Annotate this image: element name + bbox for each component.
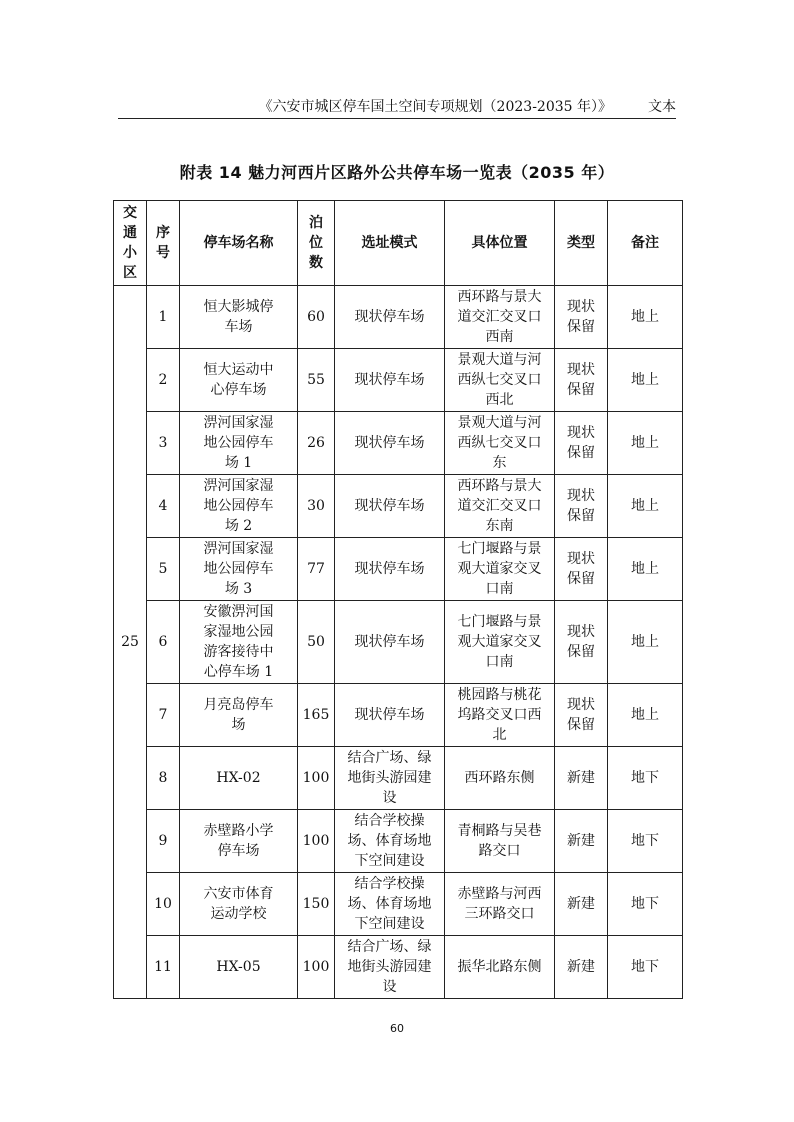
seq-cell: 5 — [147, 538, 180, 601]
parking-lot-table — [113, 200, 683, 999]
name-cell: 六安市体育运动学校 — [180, 873, 298, 936]
table-row — [114, 601, 683, 684]
mode-cell: 现状停车场 — [335, 286, 445, 349]
seq-cell: 7 — [147, 684, 180, 747]
mode-cell: 结合学校操场、体育场地下空间建设 — [335, 810, 445, 873]
zone-cell: 25 — [114, 286, 147, 999]
spaces-cell: 100 — [298, 747, 335, 810]
note-cell: 地上 — [608, 475, 683, 538]
seq-cell: 8 — [147, 747, 180, 810]
name-cell: HX-02 — [180, 747, 298, 810]
column-header-name: 停车场名称 — [180, 201, 298, 286]
seq-cell: 3 — [147, 412, 180, 475]
location-cell: 西环路与景大道交汇交叉口东南 — [445, 475, 555, 538]
mode-cell: 现状停车场 — [335, 412, 445, 475]
location-cell: 青桐路与吴巷路交口 — [445, 810, 555, 873]
column-header-zone: 交通小区 — [114, 201, 147, 286]
note-cell: 地上 — [608, 286, 683, 349]
column-header-spaces: 泊位数 — [298, 201, 335, 286]
name-cell: 月亮岛停车场 — [180, 684, 298, 747]
column-header-mode: 选址模式 — [335, 201, 445, 286]
note-cell: 地下 — [608, 810, 683, 873]
name-cell: 恒大影城停车场 — [180, 286, 298, 349]
table-row — [114, 684, 683, 747]
table-row — [114, 349, 683, 412]
table-row — [114, 747, 683, 810]
mode-cell: 结合学校操场、体育场地下空间建设 — [335, 873, 445, 936]
location-cell: 景观大道与河西纵七交叉口东 — [445, 412, 555, 475]
location-cell: 七门堰路与景观大道家交叉口南 — [445, 601, 555, 684]
column-header-seq: 序号 — [147, 201, 180, 286]
location-cell: 七门堰路与景观大道家交叉口南 — [445, 538, 555, 601]
table-row — [114, 936, 683, 999]
mode-cell: 现状停车场 — [335, 538, 445, 601]
kind-cell: 现状保留 — [555, 412, 608, 475]
mode-cell: 现状停车场 — [335, 349, 445, 412]
note-cell: 地上 — [608, 349, 683, 412]
table-header-row — [114, 201, 683, 286]
name-cell: 淠河国家湿地公园停车场 2 — [180, 475, 298, 538]
table-row — [114, 810, 683, 873]
mode-cell: 结合广场、绿地街头游园建设 — [335, 747, 445, 810]
note-cell: 地下 — [608, 747, 683, 810]
column-header-location: 具体位置 — [445, 201, 555, 286]
location-cell: 西环路与景大道交汇交叉口西南 — [445, 286, 555, 349]
seq-cell: 6 — [147, 601, 180, 684]
spaces-cell: 55 — [298, 349, 335, 412]
location-cell: 景观大道与河西纵七交叉口西北 — [445, 349, 555, 412]
note-cell: 地下 — [608, 936, 683, 999]
table-row — [114, 475, 683, 538]
seq-cell: 2 — [147, 349, 180, 412]
seq-cell: 10 — [147, 873, 180, 936]
spaces-cell: 50 — [298, 601, 335, 684]
mode-cell: 现状停车场 — [335, 475, 445, 538]
name-cell: 赤壁路小学停车场 — [180, 810, 298, 873]
note-cell: 地上 — [608, 601, 683, 684]
spaces-cell: 100 — [298, 936, 335, 999]
spaces-cell: 30 — [298, 475, 335, 538]
spaces-cell: 26 — [298, 412, 335, 475]
spaces-cell: 77 — [298, 538, 335, 601]
mode-cell: 现状停车场 — [335, 601, 445, 684]
kind-cell: 新建 — [555, 936, 608, 999]
table-title: 附表 14 魅力河西片区路外公共停车场一览表（2035 年） — [179, 163, 615, 182]
page-number: 60 — [390, 1022, 404, 1035]
location-cell: 振华北路东侧 — [445, 936, 555, 999]
seq-cell: 11 — [147, 936, 180, 999]
kind-cell: 现状保留 — [555, 286, 608, 349]
kind-cell: 现状保留 — [555, 349, 608, 412]
kind-cell: 新建 — [555, 873, 608, 936]
spaces-cell: 60 — [298, 286, 335, 349]
name-cell: 淠河国家湿地公园停车场 3 — [180, 538, 298, 601]
name-cell: HX-05 — [180, 936, 298, 999]
kind-cell: 新建 — [555, 810, 608, 873]
table-row — [114, 873, 683, 936]
document-title: 《六安市城区停车国土空间专项规划（2023-2035 年）》 — [258, 99, 612, 115]
note-cell: 地上 — [608, 412, 683, 475]
note-cell: 地上 — [608, 538, 683, 601]
name-cell: 恒大运动中心停车场 — [180, 349, 298, 412]
location-cell: 桃园路与桃花坞路交叉口西北 — [445, 684, 555, 747]
note-cell: 地上 — [608, 684, 683, 747]
table-row — [114, 538, 683, 601]
mode-cell: 现状停车场 — [335, 684, 445, 747]
spaces-cell: 165 — [298, 684, 335, 747]
name-cell: 安徽淠河国家湿地公园游客接待中心停车场 1 — [180, 601, 298, 684]
table-row — [114, 412, 683, 475]
spaces-cell: 150 — [298, 873, 335, 936]
running-header — [118, 96, 676, 119]
table-row — [114, 286, 683, 349]
kind-cell: 现状保留 — [555, 538, 608, 601]
note-cell: 地下 — [608, 873, 683, 936]
location-cell: 西环路东侧 — [445, 747, 555, 810]
name-cell: 淠河国家湿地公园停车场 1 — [180, 412, 298, 475]
location-cell: 赤壁路与河西三环路交口 — [445, 873, 555, 936]
seq-cell: 1 — [147, 286, 180, 349]
kind-cell: 现状保留 — [555, 475, 608, 538]
seq-cell: 9 — [147, 810, 180, 873]
column-header-kind: 类型 — [555, 201, 608, 286]
column-header-note: 备注 — [608, 201, 683, 286]
spaces-cell: 100 — [298, 810, 335, 873]
kind-cell: 现状保留 — [555, 601, 608, 684]
kind-cell: 现状保留 — [555, 684, 608, 747]
document-type: 文本 — [648, 99, 676, 115]
mode-cell: 结合广场、绿地街头游园建设 — [335, 936, 445, 999]
seq-cell: 4 — [147, 475, 180, 538]
kind-cell: 新建 — [555, 747, 608, 810]
